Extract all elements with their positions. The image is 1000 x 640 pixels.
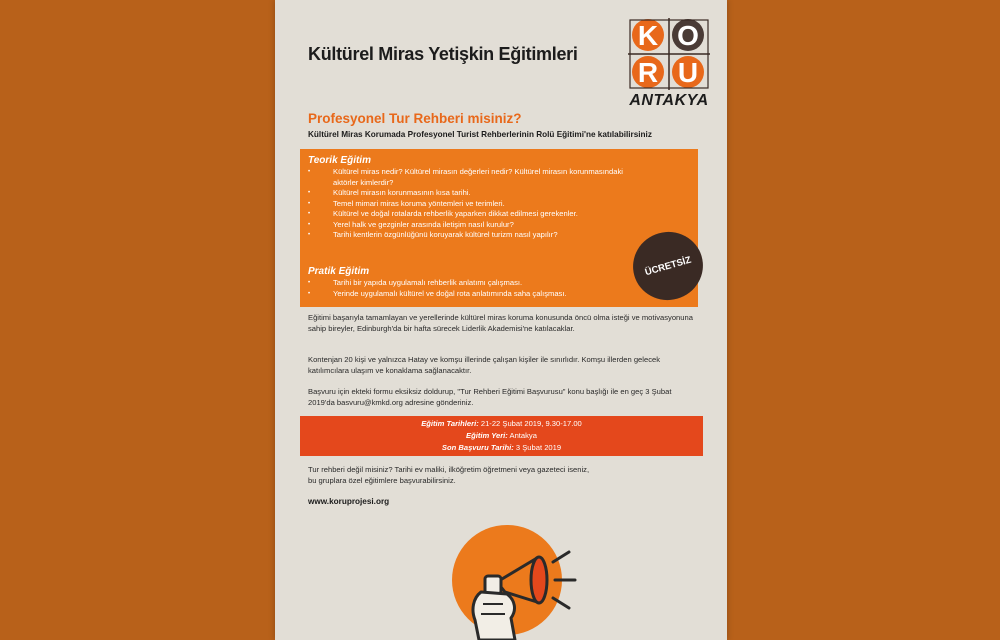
- practice-heading: Pratik Eğitim: [308, 266, 370, 277]
- event-deadline-label: Son Başvuru Tarihi:: [441, 443, 514, 452]
- theory-item: • Tarihi kentlerin özgünlüğünü koruyarak kültürel turizm nasıl yapılır?: [308, 230, 693, 241]
- event-deadline-value: 3 Şubat 2019: [515, 443, 562, 452]
- practice-item: • Yerinde uygulamalı kültürel ve doğal rota anlatımında saha çalışması.: [308, 289, 638, 300]
- section-title: Profesyonel Tur Rehberi misiniz?: [308, 111, 522, 126]
- event-dates-label: Eğitim Tarihleri:: [421, 419, 479, 428]
- footer-note-line1: Tur rehberi değil misiniz? Tarihi ev maliki, ilköğretim öğretmeni veya gazeteci iseniz,: [308, 465, 590, 474]
- koru-logo: [628, 18, 710, 110]
- event-details-box: [300, 416, 703, 456]
- megaphone-illustration: [445, 518, 605, 640]
- website-link[interactable]: www.koruprojesi.org: [308, 497, 390, 506]
- event-place: [300, 431, 703, 440]
- event-dates: [300, 419, 703, 428]
- event-place-label: Eğitim Yeri:: [466, 431, 508, 440]
- event-deadline: [300, 443, 703, 452]
- event-dates-value: 21-22 Şubat 2019, 9.30-17.00: [480, 419, 582, 428]
- theory-item: [308, 167, 693, 188]
- footer-note: [308, 464, 696, 486]
- theory-item-text: Kültürel miras nedir? Kültürel mirasın değerleri nedir? Kültürel mirasın korunmasındaki: [333, 167, 623, 176]
- logo-letter-k: K: [637, 20, 659, 51]
- logo-letter-r: R: [637, 57, 659, 88]
- logo-city: ANTAKYA: [629, 92, 709, 109]
- event-place-value: Antakya: [509, 431, 537, 440]
- theory-item: • Kültürel mirasın korunmasının kısa tarihi.: [308, 188, 693, 199]
- theory-item: • Kültürel ve doğal rotalarda rehberlik yaparken dikkat edilmesi gerekenler.: [308, 209, 693, 220]
- theory-item: • Temel mimari miras koruma yöntemleri ve terimleri.: [308, 199, 693, 210]
- logo-letter-u: U: [677, 57, 699, 88]
- megaphone-bell: [531, 557, 547, 603]
- paragraph-application: Başvuru için ekteki formu eksiksiz doldurup, "Tur Rehberi Eğitimi Başvurusu" konu başlığı ile en geç 3 Şubat 2019'da basvuru@kmkd.org adresine gönderiniz.: [308, 387, 672, 407]
- flyer: [275, 0, 727, 640]
- practice-item: • Tarihi bir yapıda uygulamalı rehberlik anlatımı çalışması.: [308, 278, 638, 289]
- logo-letter-o: O: [677, 20, 699, 51]
- practice-list: [308, 278, 638, 299]
- theory-heading: Teorik Eğitim: [308, 155, 371, 166]
- paragraph-quota: Kontenjan 20 kişi ve yalnızca Hatay ve komşu illerinde çalışan kişiler ile sınırlıdır. Komşu illerden gelecek katılımcılara ulaşım ve konaklama sağlanacaktır.: [308, 355, 661, 375]
- flyer-title: Kültürel Miras Yetişkin Eğitimleri: [308, 44, 578, 64]
- hand-fist: [473, 592, 515, 640]
- footer-note-line2: bu gruplara özel eğitimlere başvurabilirsiniz.: [308, 476, 456, 485]
- paragraph-academy: Eğitimi başarıyla tamamlayan ve yerellerinde kültürel miras koruma konusunda öncü olma isteği ve motivasyonuna sahip bireyler, Edinburgh'da bir hafta sürecek Liderlik Akademisi'ne katılacaklar.: [308, 313, 693, 333]
- theory-item-text-cont: aktörler kimlerdir?: [333, 177, 394, 187]
- theory-item: • Yerel halk ve gezginler arasında iletişim nasıl kurulur?: [308, 220, 693, 231]
- free-badge-label: ÜCRETSİZ: [643, 254, 693, 278]
- section-caption: Kültürel Miras Korumada Profesyonel Turist Rehberlerinin Rolü Eğitimi'ne katılabilirsiniz: [308, 130, 652, 139]
- theory-list: [308, 167, 693, 241]
